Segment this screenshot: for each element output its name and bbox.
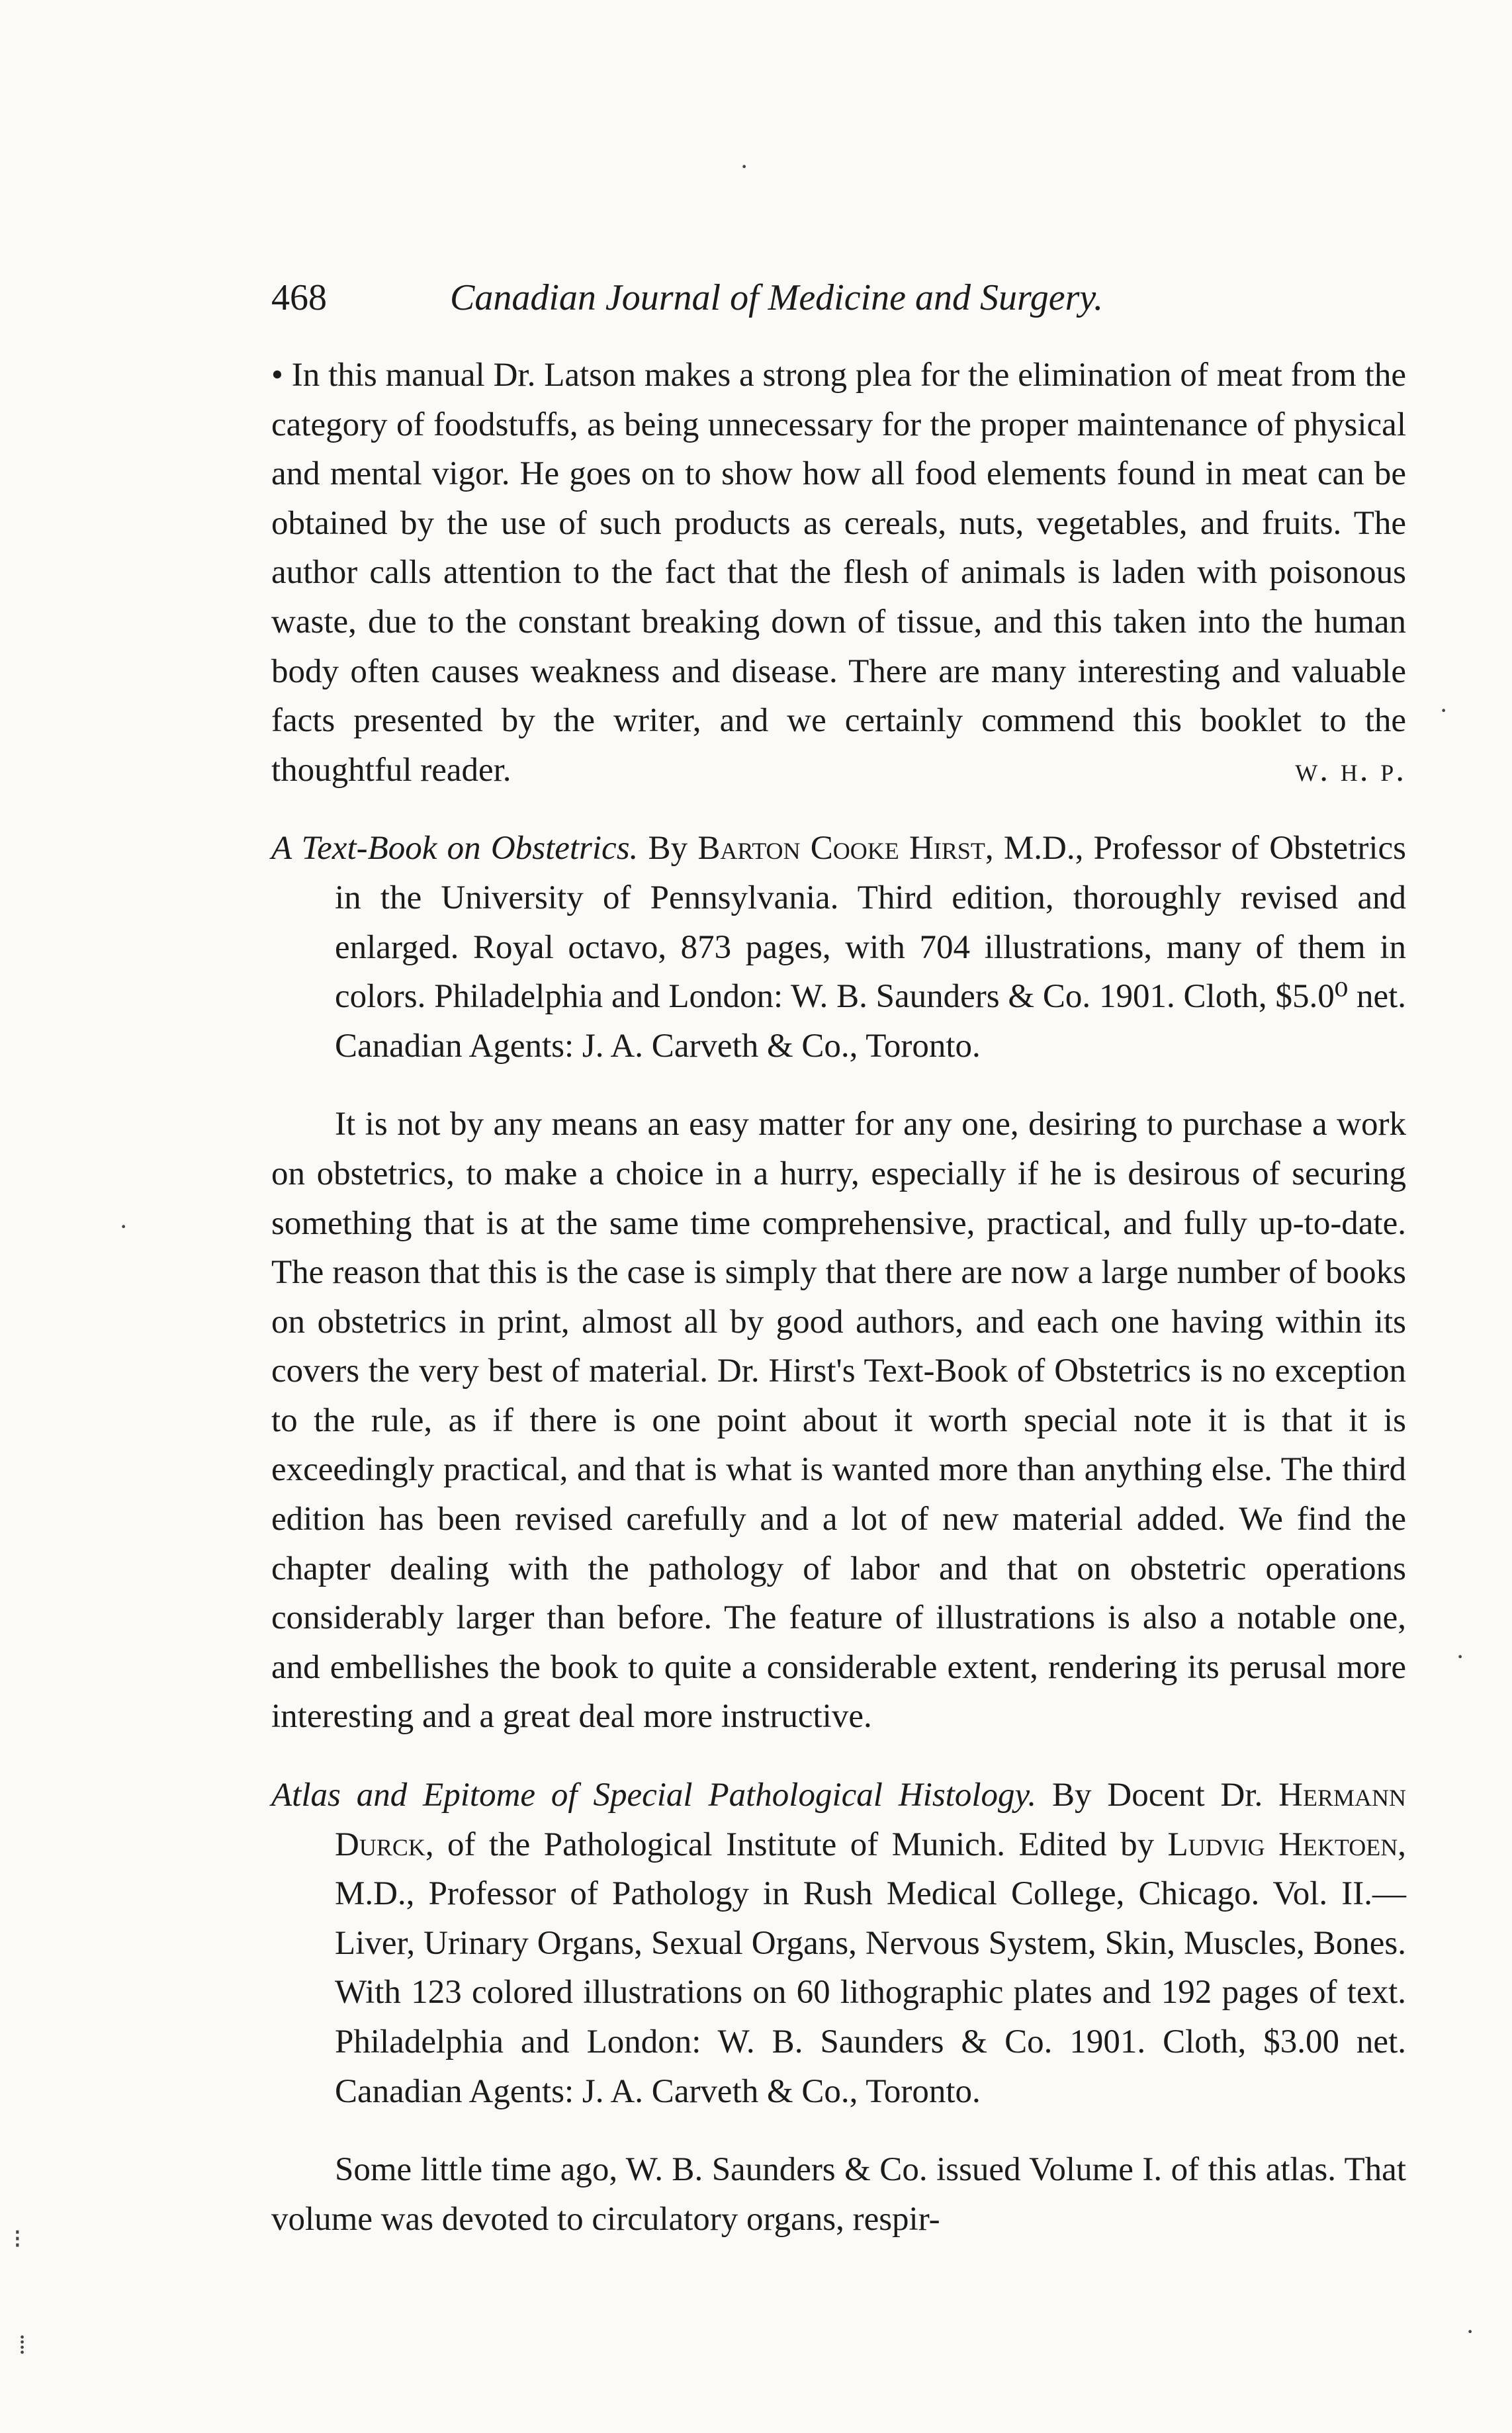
journal-title: Canadian Journal of Medicine and Surgery. — [450, 277, 1104, 318]
book-entry-obstetrics — [271, 824, 1406, 1071]
review-vegetarian-manual — [271, 351, 1406, 795]
review-text: Some little time ago, W. B. Saunders & Co. issued Volume I. of this atlas. That volume was devoted to circulatory organs, respir- — [271, 2151, 1406, 2238]
book-editor: Ludvig Hektoen — [1167, 1826, 1398, 1863]
scan-speck: · — [1439, 695, 1448, 725]
book-details: , M.D., Professor of Pathology in Rush Medical College, Chicago. Vol. II.—Liver, Urinary Organs, Sexual Organs, Nervous System, Skin, Muscles, Bones. With 123 colored illustrations on 60 lithographic plates and 192 pages of text. Philadelphia and London: W. B. Saunders & Co. 1901. Cloth, $3.00 net. Canadian Agents: J. A. Carveth & Co., Toronto. — [335, 1826, 1406, 2110]
book-entry-pathology-atlas — [271, 1771, 1406, 2116]
page-number: 468 — [271, 277, 327, 318]
review-pathology-atlas — [271, 2145, 1406, 2244]
book-details: , M.D., Professor of Obstetrics in the University of Pennsylvania. Third edition, thoroughly revised and enlarged. Royal octavo, 873 pages, with 704 illustrations, many of them in colors. Philadelphia and London: W. B. Saunders & Co. 1901. Cloth, $5.0⁰ net. Canadian Agents: J. A. Carveth & Co., Toronto. — [335, 830, 1406, 1065]
text-column — [271, 351, 1406, 2244]
entry-by: By — [638, 830, 698, 867]
review-obstetrics — [271, 1100, 1406, 1742]
scan-speck: ⁞ — [19, 2330, 26, 2360]
entry-mid: , of the Pathological Institute of Munich. Edited by — [425, 1826, 1168, 1863]
book-title: A Text-Book on Obstetrics. — [271, 830, 639, 867]
scan-speck: · — [1466, 2317, 1475, 2346]
reviewer-signature: w. h. p. — [1295, 751, 1406, 789]
book-title: Atlas and Epitome of Special Pathological Histology. — [271, 1777, 1037, 1814]
scan-speck: · — [1456, 1642, 1465, 1671]
scan-speck: · — [119, 1212, 128, 1241]
review-text: • In this manual Dr. Latson makes a strong plea for the elimination of meat from the category of foodstuffs, as being unnecessary for the proper maintenance of physical and mental vigor. He goes on to show how all food elements found in meat can be obtained by the use of such products as cereals, nuts, vegetables, and fruits. The author calls attention to the fact that the flesh of animals is laden with poisonous waste, due to the constant breaking down of tissue, and this taken into the human body often causes weakness and disease. There are many interesting and valuable facts presented by the writer, and we certainly commend this booklet to the thoughtful reader. — [271, 357, 1406, 789]
scan-speck: · — [740, 152, 749, 181]
scan-speck: ⁝ — [13, 2224, 22, 2254]
review-paragraph — [271, 351, 1406, 795]
book-author: Hermann Durck — [335, 1777, 1406, 1863]
entry-by: By Docent Dr. — [1036, 1777, 1279, 1814]
review-text: It is not by any means an easy matter for any one, desiring to purchase a work on obstetrics, to make a choice in a hurry, especially if he is desirous of securing something that is at the same time comprehensive, practical, and fully up-to-date. The reason that this is the case is simply that there are now a large number of books on obstetrics in print, almost all by good authors, and each one having within its covers the very best of material. Dr. Hirst's Text-Book of Obstetrics is no exception to the rule, as if there is one point about it worth special note it is that it is exceedingly practical, and that is what is wanted more than anything else. The third edition has been revised carefully and a lot of new material added. We find the chapter dealing with the pathology of labor and that on obstetric operations considerably larger than before. The feature of illustrations is also a notable one, and embellishes the book to quite a considerable extent, rendering its perusal more interesting and a great deal more instructive. — [271, 1106, 1406, 1736]
book-author: Barton Cooke Hirst — [697, 830, 985, 867]
